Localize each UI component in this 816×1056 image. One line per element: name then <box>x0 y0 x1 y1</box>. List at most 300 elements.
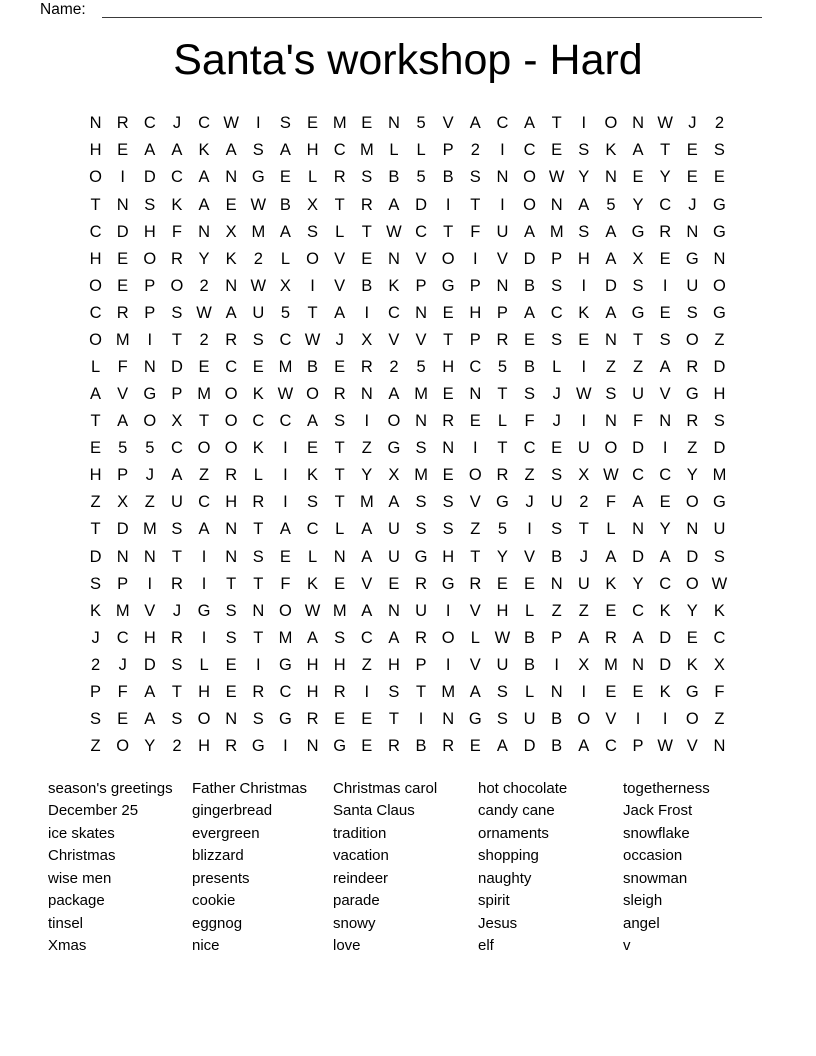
grid-cell: L <box>307 547 318 566</box>
grid-cell: I <box>581 114 587 133</box>
grid-cell: C <box>415 222 428 241</box>
grid-cell: W <box>277 385 294 404</box>
grid-cell: S <box>334 412 346 431</box>
grid-cell: E <box>361 114 373 133</box>
grid-cell: 2 <box>389 357 399 376</box>
grid-cell: O <box>143 412 157 431</box>
grid-cell: I <box>201 547 207 566</box>
grid-cell: P <box>144 276 156 295</box>
name-fill-in-line <box>102 1 762 18</box>
grid-cell: H <box>143 222 156 241</box>
grid-cell: I <box>283 737 288 756</box>
grid-cell: R <box>659 222 672 241</box>
grid-cell: T <box>334 466 345 485</box>
grid-cell: I <box>201 628 207 647</box>
grid-cell: A <box>578 195 590 214</box>
word-list-item: Father Christmas <box>192 780 308 797</box>
grid-cell: T <box>253 628 264 647</box>
grid-cell: A <box>632 493 644 512</box>
grid-cell: 2 <box>470 141 480 160</box>
grid-cell: I <box>364 682 370 701</box>
grid-cell: T <box>497 385 508 404</box>
grid-cell: G <box>631 222 645 241</box>
grid-cell: E <box>117 710 129 728</box>
grid-cell: S <box>578 141 590 160</box>
word-list-item: tradition <box>333 824 387 842</box>
grid-cell: M <box>115 330 130 349</box>
grid-cell: R <box>496 330 509 349</box>
grid-cell: O <box>685 574 699 593</box>
grid-cell: A <box>605 249 617 268</box>
grid-cell: K <box>659 682 671 701</box>
grid-cell: T <box>90 520 101 539</box>
grid-cell: L <box>524 601 535 620</box>
grid-cell: L <box>253 466 263 485</box>
grid-cell: T <box>443 222 454 241</box>
grid-cell: W <box>711 574 728 593</box>
grid-cell: D <box>659 628 672 647</box>
grid-cell: G <box>143 385 157 404</box>
grid-cell: D <box>604 276 617 295</box>
grid-cell: I <box>445 195 451 214</box>
grid-cell: D <box>143 655 156 674</box>
grid-cell: T <box>470 195 481 214</box>
grid-cell: D <box>523 249 536 268</box>
word-list-item: vacation <box>333 847 389 865</box>
grid-cell: C <box>469 357 482 376</box>
grid-cell: N <box>387 249 400 268</box>
grid-cell: C <box>713 628 726 647</box>
grid-cell: X <box>388 466 400 485</box>
grid-cell: T <box>226 574 237 593</box>
grid-cell: H <box>225 493 238 512</box>
grid-cell: L <box>199 655 209 674</box>
grid-cell: R <box>170 574 183 593</box>
grid-cell: I <box>256 114 261 133</box>
grid-cell: A <box>307 628 319 647</box>
grid-cell: I <box>662 439 668 458</box>
grid-cell: E <box>117 276 129 295</box>
grid-cell: Z <box>551 601 562 620</box>
grid-cell: M <box>332 601 347 620</box>
grid-cell: Z <box>714 710 725 728</box>
grid-cell: E <box>117 141 129 160</box>
grid-cell: E <box>659 249 671 268</box>
grid-cell: W <box>250 276 267 295</box>
name-header <box>40 1 776 19</box>
grid-cell: R <box>225 466 238 485</box>
grid-cell: X <box>713 655 725 674</box>
grid-cell: N <box>225 168 238 187</box>
grid-cell: S <box>632 276 644 295</box>
grid-cell: N <box>415 412 428 431</box>
grid-cell: E <box>686 168 698 187</box>
grid-cell: T <box>443 330 454 349</box>
grid-cell: A <box>361 547 373 566</box>
word-list-item: hot chocolate <box>478 780 568 797</box>
grid-cell: A <box>144 682 156 701</box>
grid-cell: 5 <box>145 439 155 458</box>
grid-cell: J <box>335 330 344 349</box>
grid-cell: E <box>442 303 454 322</box>
grid-cell: P <box>117 574 129 593</box>
grid-cell: E <box>442 385 454 404</box>
grid-cell: A <box>578 628 590 647</box>
grid-cell: F <box>470 222 481 241</box>
grid-cell: I <box>445 601 451 620</box>
grid-cell: E <box>225 655 237 674</box>
grid-cell: Z <box>524 466 535 485</box>
grid-cell: T <box>388 710 399 728</box>
grid-cell: S <box>713 547 725 566</box>
grid-cell: K <box>171 195 183 214</box>
grid-cell: I <box>283 439 288 458</box>
grid-cell: L <box>280 249 291 268</box>
grid-cell: H <box>198 682 211 701</box>
grid-cell: U <box>577 574 590 593</box>
grid-cell: H <box>387 655 400 674</box>
grid-cell: J <box>688 114 697 133</box>
grid-cell: M <box>549 222 564 241</box>
grid-cell: P <box>551 628 563 647</box>
grid-cell: S <box>551 466 563 485</box>
grid-cell: Y <box>659 520 671 539</box>
grid-cell: H <box>713 385 726 404</box>
grid-cell: S <box>415 439 427 458</box>
grid-cell: C <box>279 412 292 431</box>
grid-cell: E <box>117 249 129 268</box>
grid-cell: X <box>578 655 590 674</box>
grid-cell: V <box>361 574 373 593</box>
grid-cell: N <box>387 601 400 620</box>
grid-cell: N <box>225 520 238 539</box>
grid-cell: F <box>280 574 291 593</box>
grid-cell: I <box>581 276 587 295</box>
grid-cell: S <box>415 493 427 512</box>
grid-cell: R <box>442 412 455 431</box>
grid-cell: A <box>469 682 481 701</box>
grid-cell: S <box>496 710 508 728</box>
grid-cell: E <box>686 141 698 160</box>
grid-cell: E <box>225 195 237 214</box>
grid-cell: X <box>307 195 319 214</box>
grid-cell: C <box>252 412 265 431</box>
grid-cell: A <box>334 303 346 322</box>
grid-cell: A <box>632 628 644 647</box>
grid-cell: I <box>527 520 532 539</box>
grid-cell: Y <box>361 466 373 485</box>
word-list-item: Jesus <box>478 914 518 932</box>
grid-cell: C <box>632 466 645 485</box>
grid-cell: Y <box>632 195 644 214</box>
grid-cell: N <box>659 412 672 431</box>
grid-cell: D <box>632 439 645 458</box>
grid-cell: R <box>170 249 183 268</box>
grid-cell: E <box>551 439 563 458</box>
grid-cell: S <box>171 710 183 728</box>
grid-cell: Y <box>686 601 698 620</box>
grid-cell: D <box>116 222 129 241</box>
grid-cell: L <box>90 357 101 376</box>
grid-cell: E <box>307 439 319 458</box>
grid-cell: S <box>171 520 183 539</box>
grid-cell: N <box>116 195 129 214</box>
word-list-item: spirit <box>478 892 510 910</box>
grid-cell: S <box>442 493 454 512</box>
grid-cell: N <box>604 412 617 431</box>
grid-cell: O <box>604 439 618 458</box>
grid-cell: 5 <box>118 439 128 458</box>
grid-cell: D <box>713 439 726 458</box>
grid-cell: T <box>199 412 210 431</box>
grid-cell: B <box>524 655 536 674</box>
grid-cell: E <box>334 574 346 593</box>
grid-cell: 5 <box>606 195 616 214</box>
grid-cell: V <box>496 249 508 268</box>
grid-cell: G <box>713 493 726 512</box>
grid-cell: G <box>685 249 699 268</box>
grid-cell: C <box>198 493 211 512</box>
page-title: Santa's workshop - Hard <box>173 36 643 84</box>
grid-cell: A <box>578 737 590 756</box>
grid-cell: U <box>496 655 509 674</box>
grid-cell: 5 <box>416 357 426 376</box>
grid-cell: Z <box>199 466 210 485</box>
grid-cell: E <box>632 682 644 701</box>
grid-cell: Z <box>361 655 372 674</box>
word-list-item: reindeer <box>333 869 389 887</box>
grid-cell: K <box>252 439 264 458</box>
grid-cell: O <box>441 249 455 268</box>
grid-cell: E <box>442 466 454 485</box>
grid-cell: 5 <box>497 357 508 376</box>
grid-cell: C <box>89 222 102 241</box>
grid-cell: X <box>578 466 590 485</box>
grid-cell: N <box>686 520 699 539</box>
grid-cell: A <box>279 520 291 539</box>
grid-cell: N <box>225 710 238 728</box>
grid-cell: M <box>712 466 727 485</box>
grid-cell: T <box>171 547 182 566</box>
grid-cell: K <box>90 601 102 620</box>
grid-cell: A <box>225 303 237 322</box>
grid-cell: Y <box>144 737 156 756</box>
grid-cell: P <box>144 303 156 322</box>
word-list-item: Christmas <box>48 847 116 865</box>
grid-cell: M <box>251 222 266 241</box>
grid-cell: C <box>387 303 400 322</box>
grid-cell: 2 <box>714 114 725 133</box>
grid-cell: O <box>523 168 536 187</box>
grid-cell: L <box>606 520 616 539</box>
grid-cell: G <box>713 303 726 322</box>
grid-cell: Y <box>632 574 644 593</box>
word-list-item: snowflake <box>623 824 690 842</box>
grid-cell: R <box>252 493 265 512</box>
grid-cell: L <box>389 141 399 160</box>
grid-cell: X <box>225 222 237 241</box>
word-list-item: eggnog <box>192 914 243 932</box>
grid-cell: R <box>415 574 428 593</box>
grid-cell: R <box>116 303 129 322</box>
grid-cell: V <box>388 330 400 349</box>
grid-cell: B <box>524 628 536 647</box>
grid-cell: U <box>387 547 400 566</box>
word-list-item: snowy <box>333 914 376 932</box>
grid-cell: F <box>117 682 128 701</box>
grid-cell: V <box>686 737 698 756</box>
grid-cell: H <box>306 141 319 160</box>
grid-cell: B <box>415 737 427 756</box>
grid-cell: E <box>361 249 373 268</box>
grid-cell: 2 <box>199 276 209 295</box>
grid-cell: E <box>90 439 102 458</box>
grid-cell: N <box>550 195 563 214</box>
grid-cell: G <box>496 493 509 512</box>
grid-cell: T <box>334 493 345 512</box>
grid-cell: J <box>525 493 534 512</box>
grid-cell: O <box>224 412 238 431</box>
grid-cell: Y <box>496 547 508 566</box>
grid-cell: W <box>196 303 212 322</box>
grid-cell: I <box>662 710 668 728</box>
grid-cell: N <box>469 385 482 404</box>
grid-cell: O <box>224 385 238 404</box>
grid-cell: O <box>441 628 455 647</box>
grid-cell: U <box>632 385 645 404</box>
grid-cell: A <box>388 385 400 404</box>
grid-cell: P <box>415 655 427 674</box>
grid-cell: E <box>469 412 481 431</box>
grid-cell: E <box>469 737 481 756</box>
grid-cell: M <box>441 682 456 701</box>
grid-cell: T <box>171 330 182 349</box>
grid-cell: E <box>388 574 400 593</box>
word-list-column <box>333 778 437 958</box>
grid-cell: I <box>364 412 370 431</box>
grid-cell: N <box>225 547 238 566</box>
grid-cell: E <box>713 168 725 187</box>
grid-cell: A <box>524 222 536 241</box>
grid-cell: O <box>89 330 102 349</box>
grid-cell: S <box>307 493 319 512</box>
word-list-item: love <box>333 937 361 955</box>
grid-cell: Y <box>578 168 590 187</box>
grid-cell: H <box>333 655 346 674</box>
word-list-item: wise men <box>48 869 112 887</box>
grid-cell: O <box>89 276 102 295</box>
grid-cell: U <box>550 493 563 512</box>
grid-cell: Y <box>686 466 698 485</box>
grid-cell: O <box>197 710 211 728</box>
grid-cell: N <box>632 114 645 133</box>
grid-cell: E <box>279 168 291 187</box>
grid-cell: W <box>548 168 565 187</box>
grid-cell: G <box>414 547 428 566</box>
grid-cell: B <box>307 357 319 376</box>
grid-cell: N <box>442 710 455 728</box>
grid-cell: N <box>496 276 509 295</box>
grid-cell: C <box>523 141 536 160</box>
grid-cell: S <box>252 547 264 566</box>
grid-cell: Z <box>470 520 481 539</box>
grid-cell: A <box>198 195 210 214</box>
grid-cell: R <box>686 357 699 376</box>
grid-cell: Z <box>90 493 101 512</box>
grid-cell: V <box>442 114 454 133</box>
grid-cell: S <box>578 222 590 241</box>
grid-cell: I <box>310 276 315 295</box>
grid-cell: E <box>279 547 291 566</box>
grid-cell: I <box>120 168 125 187</box>
grid-cell: W <box>657 114 673 133</box>
grid-cell: S <box>551 330 563 349</box>
grid-cell: C <box>279 682 292 701</box>
grid-cell: 5 <box>416 168 426 187</box>
grid-cell: J <box>552 385 561 404</box>
grid-cell: N <box>252 601 265 620</box>
grid-cell: O <box>685 710 699 728</box>
grid-cell: M <box>359 493 374 512</box>
grid-cell: Z <box>90 737 101 756</box>
grid-cell: T <box>578 520 589 539</box>
name-label: Name: <box>40 1 86 18</box>
grid-cell: K <box>198 141 210 160</box>
grid-cell: P <box>442 141 454 160</box>
word-list-column <box>623 778 710 958</box>
grid-cell: S <box>605 385 617 404</box>
grid-cell: V <box>524 547 536 566</box>
grid-cell: S <box>171 303 183 322</box>
grid-cell: D <box>713 357 726 376</box>
grid-cell: 5 <box>416 114 426 133</box>
grid-cell: B <box>551 547 563 566</box>
grid-cell: T <box>416 682 427 701</box>
grid-cell: C <box>550 303 563 322</box>
grid-cell: P <box>469 276 481 295</box>
grid-cell: G <box>631 303 645 322</box>
word-list-item: package <box>48 892 105 910</box>
grid-cell: V <box>659 385 671 404</box>
grid-cell: E <box>252 357 264 376</box>
grid-cell: E <box>225 682 237 701</box>
grid-cell: X <box>117 493 129 512</box>
grid-cell: B <box>524 357 536 376</box>
grid-cell: E <box>551 141 563 160</box>
grid-cell: J <box>118 655 127 674</box>
grid-cell: T <box>90 195 101 214</box>
grid-cell: N <box>333 547 346 566</box>
word-list-item: Christmas carol <box>333 780 438 797</box>
grid-cell: N <box>143 357 156 376</box>
grid-cell: W <box>223 114 239 133</box>
word-list-item: presents <box>192 869 250 887</box>
grid-cell: T <box>307 303 318 322</box>
grid-cell: L <box>470 628 480 647</box>
grid-cell: E <box>659 303 671 322</box>
grid-cell: A <box>198 168 210 187</box>
grid-cell: D <box>143 168 156 187</box>
grid-cell: G <box>197 601 211 620</box>
grid-cell: L <box>416 141 426 160</box>
grid-cell: R <box>604 628 617 647</box>
grid-cell: V <box>334 249 346 268</box>
grid-cell: Z <box>361 439 372 458</box>
grid-cell: H <box>306 682 319 701</box>
grid-cell: E <box>361 710 373 728</box>
grid-cell: S <box>713 141 725 160</box>
grid-cell: W <box>250 195 267 214</box>
